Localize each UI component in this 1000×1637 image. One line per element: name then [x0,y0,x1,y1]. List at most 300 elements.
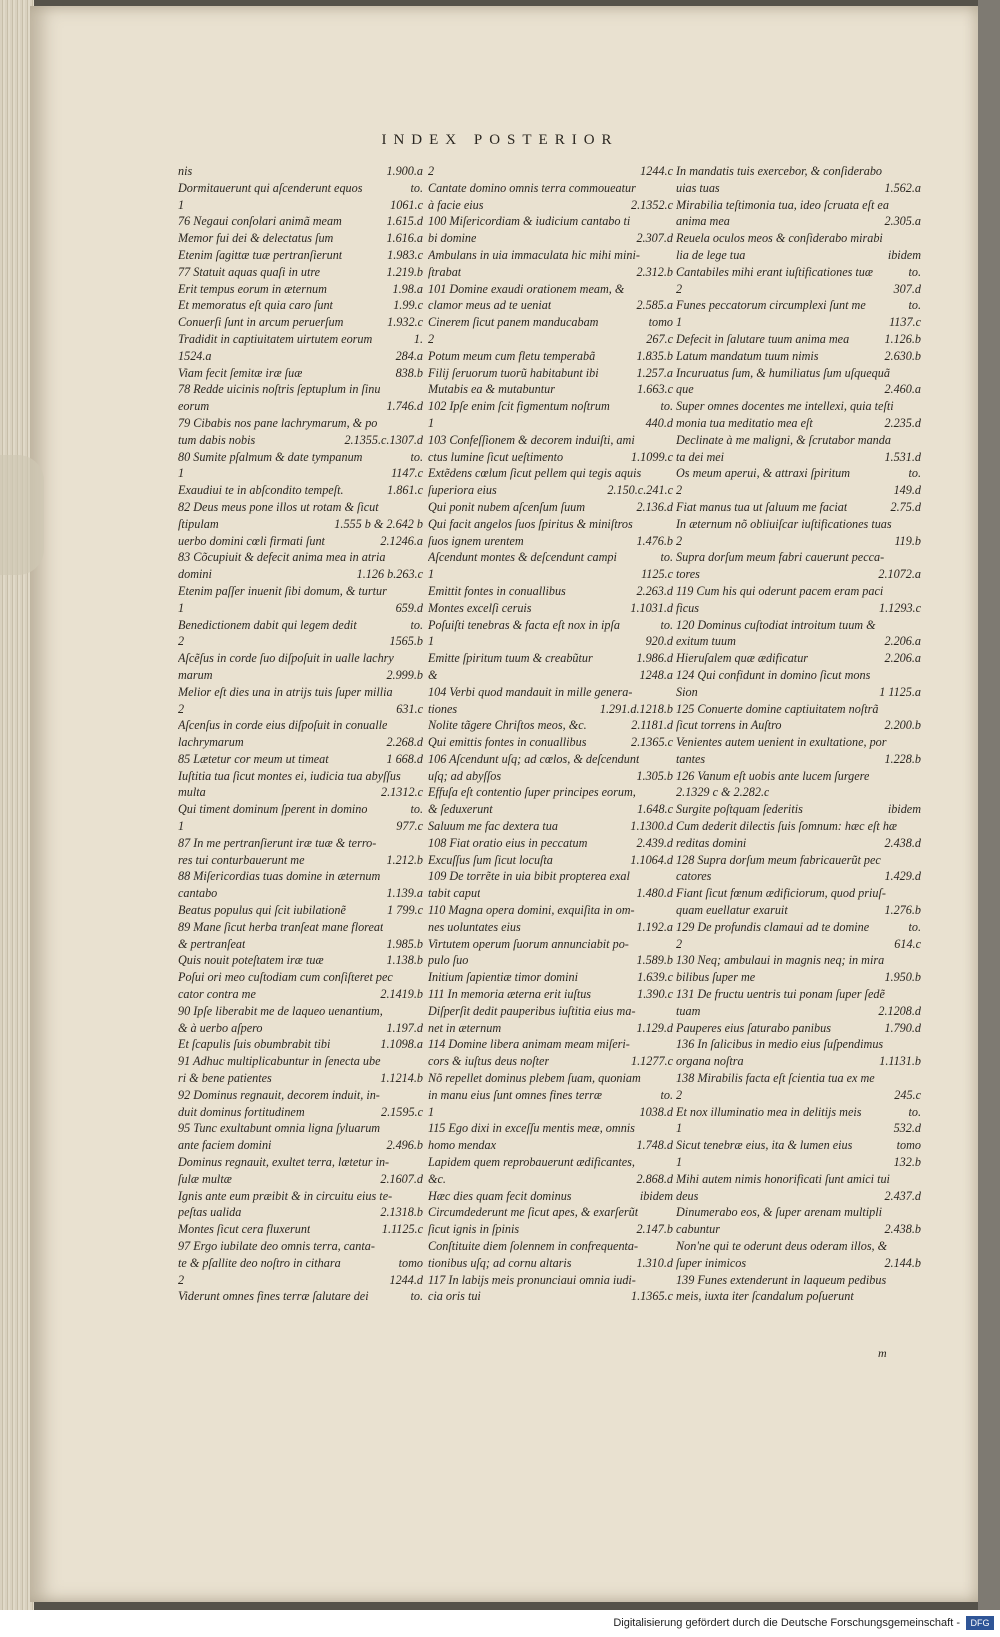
index-entry [676,835,921,852]
entry-text: Nolite tãgere Chriſtos meos, &c. [428,718,587,733]
index-entry [676,348,921,365]
entry-text: Dormitauerunt qui aſcenderunt equos [178,180,363,195]
entry-text: Benedictionem dabit qui legem dedit [178,617,357,632]
entry-text: ri & bene patientes [178,1071,272,1086]
entry-text: Mihi autem nimis honorificati ſunt amici tui [676,1171,890,1186]
entry-reference: 1.1300.d [630,819,673,834]
entry-text: bilibus ſuper me [676,970,756,985]
entry-reference: to. [410,802,423,817]
entry-reference [917,952,921,969]
index-entry [676,566,921,583]
entry-text: 2 [428,331,435,346]
entry-text: organa noſtra [676,1054,744,1069]
entry-text: net in æternum [428,1020,502,1035]
entry-text: Aſcenſus in corde eius diſpoſuit in conualle [178,718,388,733]
entry-text: Supra dorſum meum fabri cauerunt pecca- [676,550,885,565]
index-entry [676,1154,921,1171]
index-entry [178,818,423,835]
entry-reference: tomo [896,1138,921,1153]
index-entry [178,432,423,449]
entry-text: 2 [676,1087,683,1102]
entry-reference: 2.1318.b [380,1205,423,1220]
entry-reference [419,969,423,986]
entry-text: Hieruſalem quæ ædificatur [676,651,809,666]
index-entry [178,247,423,264]
entry-text: Lapidem quem reprobauerunt ædificantes, [428,1155,635,1170]
entry-reference: to. [410,617,423,632]
index-entry [428,1255,673,1272]
entry-reference: 1.835.b [636,348,673,363]
entry-text: Et memoratus eſt quia caro ſunt [178,298,333,313]
entry-text: 77 Statuit aquas quaſi in utre [178,264,321,279]
index-entry [428,1036,673,1053]
entry-text: Qui emittis fontes in conuallibus [428,735,587,750]
index-entry [178,1288,423,1305]
entry-text: Nõ repellet dominus plebem ſuam, quoniam [428,1071,641,1086]
entry-reference: 2.305.a [884,214,921,229]
entry-text: anima mea [676,214,730,229]
catchword: m [878,1346,887,1360]
entry-reference: 631.c [396,701,423,716]
entry-text: Initium ſapientiæ timor domini [428,970,578,985]
index-entry [428,1120,673,1137]
entry-reference [669,1238,673,1255]
funding-note: Digitalisierung gefördert durch die Deutsche Forschungsgemeinschaft - [613,1617,960,1629]
index-entry [178,986,423,1003]
index-entry [676,784,921,801]
index-entry [676,734,921,751]
index-entry [428,381,673,398]
entry-reference [917,230,921,247]
index-entry [428,600,673,617]
entry-reference [419,415,423,432]
entry-reference: 1.589.b [636,953,673,968]
entry-reference [669,902,673,919]
entry-reference: 1.986.d [636,651,673,666]
entry-text: ſicut torrens in Auſtro [676,718,782,733]
index-entry [178,482,423,499]
entry-reference [917,1036,921,1053]
entry-reference [917,1272,921,1289]
entry-reference: 1.1031.d [630,600,673,615]
entry-reference: 2.312.b [636,264,673,279]
index-entry [428,1188,673,1205]
entry-text: Aſcẽſus in corde ſuo diſpoſuit in ualle lachry [178,651,394,666]
entry-text: cia oris tui [428,1289,481,1304]
entry-text: 2 [676,281,683,296]
index-entry [428,398,673,415]
entry-reference [917,163,921,180]
index-entry [178,868,423,885]
index-entry [428,784,673,801]
entry-text: Reuela oculos meos & conſiderabo mirabi [676,231,883,246]
entry-reference: 2.235.d [884,415,921,430]
entry-text: 2 [676,936,683,951]
entry-reference: 2.206.a [884,651,921,666]
entry-reference: 1.1064.d [630,852,673,867]
entry-reference: 149.d [893,483,921,498]
entry-reference [419,919,423,936]
entry-reference [419,1154,423,1171]
entry-reference: 440.d [645,415,673,430]
index-entry [428,1221,673,1238]
index-entry [428,818,673,835]
entry-reference [669,751,673,768]
entry-text: pulo ſuo [428,953,469,968]
index-column-2 [428,163,673,1305]
index-entry [676,667,921,684]
entry-text: Pauperes eius ſaturabo panibus [676,1020,831,1035]
entry-text: Viam fecit ſemitæ iræ ſuæ [178,365,303,380]
entry-text: 1 [676,1155,683,1170]
index-entry [428,936,673,953]
entry-reference: 1.555 b & 2.642 b [334,516,423,531]
entry-reference: 1.531.d [884,449,921,464]
entry-reference: 1.900.a [386,164,423,178]
entry-reference: 1.228.b [884,751,921,766]
entry-reference: 838.b [395,365,423,380]
entry-reference: 2.75.d [890,499,921,514]
index-entry [428,617,673,634]
entry-reference [669,1036,673,1053]
entry-reference: 1.790.d [884,1020,921,1035]
index-entry [676,533,921,550]
entry-text: ſuper inimicos [676,1255,747,1270]
entry-reference: 1.1277.c [631,1054,673,1069]
index-entry [178,784,423,801]
entry-reference: 1125.c [641,567,673,582]
entry-reference: to. [660,1087,673,1102]
index-entry [676,1188,921,1205]
index-entry [676,163,921,180]
index-entry [178,885,423,902]
index-entry [178,667,423,684]
entry-text: 1 [676,315,683,330]
index-entry [178,465,423,482]
entry-reference: 1.305.b [636,768,673,783]
entry-reference: to. [908,1104,921,1119]
index-entry [676,1087,921,1104]
entry-reference: 245.c [894,1087,921,1102]
entry-text: Ignis ante eum præibit & in circuitu eius te- [178,1188,393,1203]
index-entry [676,197,921,214]
index-entry [676,449,921,466]
entry-reference: 2.206.a [884,634,921,649]
index-entry [178,365,423,382]
entry-reference [419,381,423,398]
entry-text: 108 Fiat oratio eius in peccatum [428,835,588,850]
entry-reference [419,684,423,701]
entry-text: &c. [428,1171,446,1186]
index-entry [178,734,423,751]
entry-text: ctus lumine ſicut ueſtimento [428,449,564,464]
index-column-3 [676,163,921,1305]
index-entry [676,852,921,869]
entry-reference: 1.1131.b [879,1054,921,1069]
entry-reference: ibidem [887,247,921,262]
entry-text: Circumdederunt me ſicut apes, & exarſerũt [428,1205,639,1220]
entry-text: In mandatis tuis exercebor, & conſiderabo [676,164,883,178]
entry-reference [917,1238,921,1255]
entry-reference [419,717,423,734]
entry-text: Cum dederit dilectis ſuis ſomnum: hæc eſt hæ [676,819,898,834]
entry-reference: 1137.c [889,315,921,330]
entry-reference: 1.1293.c [879,600,921,615]
entry-reference: tomo [648,315,673,330]
entry-text: Surgite poſtquam ſederitis [676,802,803,817]
entry-reference: 1.861.c [387,483,423,498]
index-entry [428,1137,673,1154]
entry-reference: 2.147.b [636,1222,673,1237]
entry-reference [669,1204,673,1221]
entry-text: 136 In ſalicibus in medio eius ſuſpendimus [676,1037,884,1052]
index-entry [178,381,423,398]
entry-reference: 2.1181.d [631,718,673,733]
entry-text: homo mendax [428,1138,497,1153]
entry-reference: 1147.c [391,466,423,481]
entry-reference: 2.437.d [884,1188,921,1203]
cover-edge [978,0,1000,1610]
entry-reference: 1.562.a [884,180,921,195]
index-entry [428,247,673,264]
entry-text: 130 Neq; ambulaui in magnis neq; in mira [676,953,885,968]
entry-text: Funes peccatorum circumplexi ſunt me [676,298,866,313]
entry-reference: 2.144.b [884,1255,921,1270]
index-entry [178,952,423,969]
entry-reference: 2.630.b [884,348,921,363]
entry-reference [669,1003,673,1020]
entry-text: Qui ponit nubem aſcenſum ſuum [428,499,586,514]
entry-reference: 1.139.a [386,886,423,901]
entry-text: ſtipulam [178,516,219,531]
index-entry [676,365,921,382]
entry-text: ſuos ignem urentem [428,533,524,548]
entry-text: exitum tuum [676,634,736,649]
entry-text: 2 [428,164,435,178]
index-entry [178,1053,423,1070]
index-entry [178,801,423,818]
entry-text: Extẽdens cœlum ſicut pellem qui tegis aquis [428,466,642,481]
index-entry [428,868,673,885]
entry-text: cabuntur [676,1222,721,1237]
index-entry [178,449,423,466]
entry-text: 120 Dominus cuſtodiat introitum tuum & [676,617,876,632]
index-entry [178,1188,423,1205]
entry-reference: 2.1419.b [380,987,423,1002]
entry-reference: 284.a [395,348,423,363]
entry-reference: 1.476.b [636,533,673,548]
entry-reference: 1.1099.c [631,449,673,464]
index-entry [178,633,423,650]
entry-reference [669,465,673,482]
entry-text: 139 Funes extenderunt in laqueum pedibus [676,1272,887,1287]
dfg-logo: DFG [966,1616,994,1630]
index-entry [676,1288,921,1305]
entry-text: uias tuas [676,180,720,195]
index-entry [428,1070,673,1087]
index-entry [676,617,921,634]
entry-reference: to. [660,617,673,632]
entry-text: 124 Qui confidunt in domino ſicut mons [676,667,871,682]
entry-reference [917,617,921,634]
entry-text: cantabo [178,886,218,901]
index-entry [428,516,673,533]
entry-reference: to. [908,919,921,934]
index-entry [676,297,921,314]
entry-text: Fiant ſicut fœnum ædificiorum, quod priuſ- [676,886,886,901]
index-entry [428,281,673,298]
entry-reference: 1.212.b [386,852,423,867]
index-entry [676,381,921,398]
entry-reference [669,213,673,230]
entry-reference [419,499,423,516]
entry-reference: tomo [398,1255,423,1270]
entry-reference [419,1188,423,1205]
index-entry [676,717,921,734]
entry-reference: to. [908,298,921,313]
entry-text: Dominus regnauit, exultet terra, lætetur in- [178,1155,390,1170]
entry-reference: 2.1246.a [380,533,423,548]
entry-text: 114 Domine libera animam meam miſeri- [428,1037,630,1052]
index-entry [676,633,921,650]
index-entry [676,247,921,264]
entry-text: 119 Cum his qui oderunt pacem eram paci [676,583,884,598]
index-entry [178,701,423,718]
index-entry [178,297,423,314]
index-entry [676,432,921,449]
index-entry [178,213,423,230]
entry-text: Diſperſit dedit pauperibus iuſtitia eius ma- [428,1003,636,1018]
entry-text: 103 Confeſſionem & decorem induiſti, ami [428,432,635,447]
index-entry [428,701,673,718]
entry-reference: 1.615.d [386,214,423,229]
index-entry [676,650,921,667]
entry-text: eorum [178,399,210,414]
entry-text: Qui facit angelos ſuos ſpiritus & miniſtros [428,516,633,531]
index-entry [178,163,423,180]
entry-text: 125 Conuerte domine captiuitatem noſtrã [676,701,879,716]
entry-text: 76 Negaui conſolari animã meam [178,214,342,229]
entry-reference [419,583,423,600]
index-entry [178,852,423,869]
entry-reference [419,650,423,667]
index-entry [178,533,423,550]
index-entry [178,936,423,953]
entry-text: 87 In me pertranſierunt iræ tuæ & terro- [178,835,377,850]
entry-text: Cinerem ſicut panem manducabam [428,315,599,330]
index-entry [676,516,921,533]
entry-reference [669,180,673,197]
entry-text: lia de lege tua [676,247,746,262]
entry-reference [917,852,921,869]
index-entry [676,1221,921,1238]
index-entry [428,1104,673,1121]
index-entry [178,1003,423,1020]
index-entry [178,969,423,986]
entry-reference [917,1070,921,1087]
entry-text: Qui timent dominum ſperent in domino [178,802,368,817]
entry-text: que [676,382,694,397]
page-edges [0,0,34,1610]
entry-text: in manu eius ſunt omnes fines terræ [428,1087,603,1102]
entry-reference [669,1120,673,1137]
entry-text: lachrymarum [178,735,244,750]
entry-reference: 1.98.a [392,281,423,296]
index-entry [178,1036,423,1053]
entry-text: Mirabilia teſtimonia tua, ideo ſcruata eſt ea [676,197,889,212]
index-entry [676,1020,921,1037]
entry-reference: 2.200.b [884,718,921,733]
entry-reference: 1.748.d [636,1138,673,1153]
index-entry [178,348,423,365]
index-entry [178,566,423,583]
entry-text: marum [178,667,213,682]
entry-text: Et nox illuminatio mea in delitijs meis [676,1104,862,1119]
index-entry [676,1036,921,1053]
index-entry [676,415,921,432]
entry-reference: 267.c [646,331,673,346]
index-entry [178,600,423,617]
entry-text: 88 Miſericordias tuas domine in æternum [178,869,381,884]
entry-text: Quis nouit poteſtatem iræ tuæ [178,953,324,968]
entry-reference [419,1120,423,1137]
page-header: INDEX POSTERIOR [381,132,619,148]
entry-text: cors & iuſtus deus noſter [428,1054,550,1069]
entry-reference: 2.999.b [386,667,423,682]
entry-text: Os meum aperui, & attraxi ſpiritum [676,466,851,481]
entry-reference [917,583,921,600]
entry-reference: 2.1208.d [878,1003,921,1018]
index-entry [428,314,673,331]
index-entry [178,516,423,533]
index-entry [428,465,673,482]
index-entry [428,650,673,667]
entry-reference [917,986,921,1003]
entry-reference: 1.639.c [637,970,673,985]
entry-reference: 2.1355.c.1307.d [344,432,423,447]
entry-text: 79 Cibabis nos pane lachrymarum, & po [178,415,378,430]
index-entry [428,1020,673,1037]
entry-text: Ambulans in uia immaculata hic mihi mini- [428,247,640,262]
index-entry [676,331,921,348]
entry-reference [917,1204,921,1221]
entry-text: 1 [178,197,185,212]
index-entry [178,415,423,432]
index-entry [428,667,673,684]
entry-reference: 2.460.a [884,382,921,397]
entry-reference [419,1238,423,1255]
entry-reference: 1061.c [390,197,423,212]
entry-reference: 1.276.b [884,903,921,918]
index-entry [676,768,921,785]
entry-reference: 2.438.b [884,1222,921,1237]
entry-reference: 1 799.c [387,903,423,918]
index-entry [178,398,423,415]
entry-reference: 1.1098.a [380,1037,423,1052]
entry-text: Defecit in ſalutare tuum anima mea [676,331,850,346]
index-entry [676,885,921,902]
index-entry [178,919,423,936]
index-entry [676,314,921,331]
entry-text: & [428,667,438,682]
index-entry [428,180,673,197]
index-entry [676,919,921,936]
entry-reference [669,247,673,264]
index-entry [178,1238,423,1255]
entry-reference: 532.d [893,1121,921,1136]
entry-text: ſicut ignis in ſpinis [428,1222,520,1237]
entry-reference: 2.1595.c [381,1104,423,1119]
